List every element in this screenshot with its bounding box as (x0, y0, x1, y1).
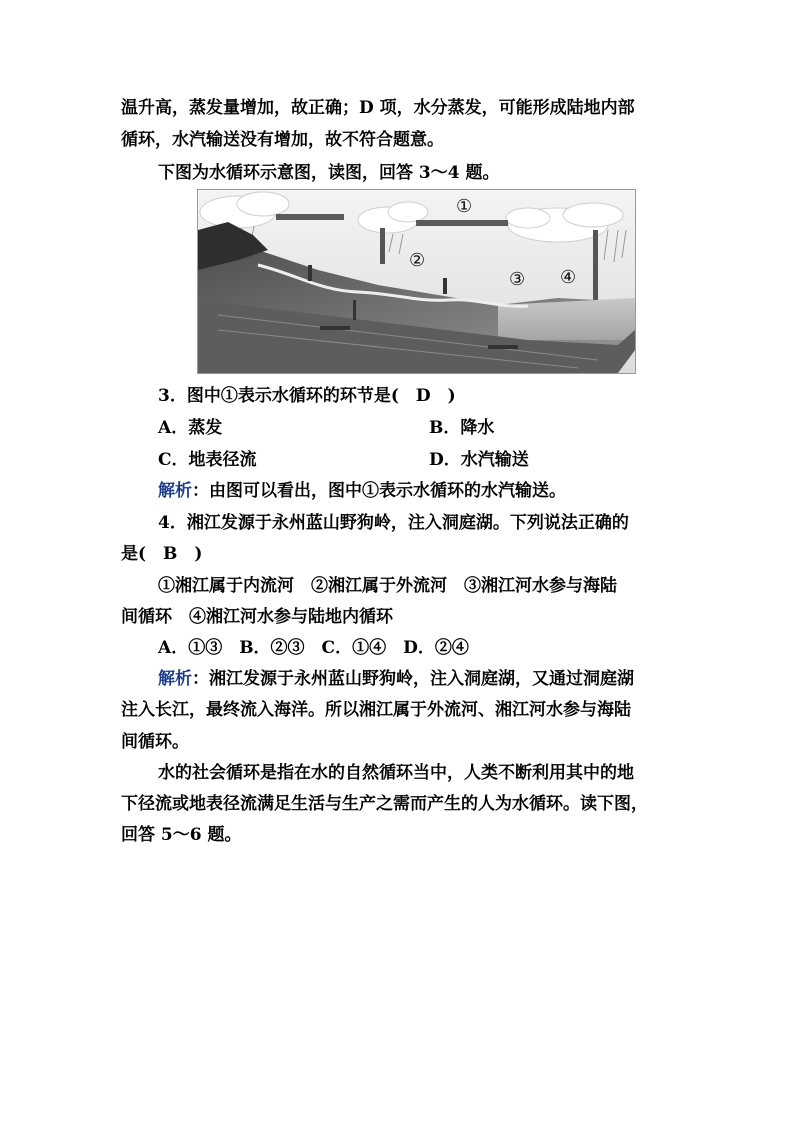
analysis-label: 解析 (158, 481, 192, 501)
text-line: 下图为水循环示意图，读图，回答 3～4 题。 (158, 163, 500, 183)
option-a: A．蒸发 (158, 418, 223, 438)
question-4-options: A．①③ B．②③ C．①④ D．②④ (158, 638, 469, 658)
figure-label-2: ② (409, 250, 426, 271)
question-4-line-1: 4．湘江发源于永州蓝山野狗岭，注入洞庭湖。下列说法正确的 (158, 513, 629, 533)
answer-3 (158, 480, 566, 502)
statements-line-1: ①湘江属于内流河 ②湘江属于外流河 ③湘江河水参与海陆 (158, 576, 617, 596)
option-d: D．水汽输送 (429, 450, 529, 470)
paragraph-line-3: 回答 5～6 题。 (121, 825, 242, 845)
paragraph-line-2: 下径流或地表径流满足生活与生产之需而产生的人为水循环。读下图， (121, 794, 648, 814)
answer-4-line-3: 间循环。 (121, 732, 189, 752)
text-line: 温升高，蒸发量增加，故正确；D 项，水分蒸发，可能形成陆地内部 (121, 98, 635, 118)
analysis-label: 解析 (158, 669, 192, 689)
analysis-text: ：湘江发源于永州蓝山野狗岭，注入洞庭湖，又通过洞庭湖 (192, 669, 634, 689)
question-4-line-2: 是( B ) (121, 544, 203, 564)
answer-4-line-2: 注入长江，最终流入海洋。所以湘江属于外流河、湘江河水参与海陆 (121, 700, 631, 720)
option-c: C．地表径流 (158, 450, 257, 470)
paragraph-line-1: 水的社会循环是指在水的自然循环当中，人类不断利用其中的地 (158, 763, 634, 783)
question-3: 3．图中①表示水循环的环节是( D ) (158, 386, 456, 406)
figure-label-4: ④ (560, 267, 577, 288)
figure-label-3: ③ (509, 269, 526, 290)
water-cycle-diagram (197, 189, 636, 374)
answer-4-line-1 (158, 668, 634, 690)
figure-label-1: ① (456, 196, 473, 217)
statements-line-2: 间循环 ④湘江河水参与陆地内循环 (121, 607, 393, 627)
option-b: B．降水 (429, 418, 495, 438)
analysis-text: ：由图可以看出，图中①表示水循环的水汽输送。 (192, 481, 566, 501)
text-line: 循环，水汽输送没有增加，故不符合题意。 (121, 130, 444, 150)
